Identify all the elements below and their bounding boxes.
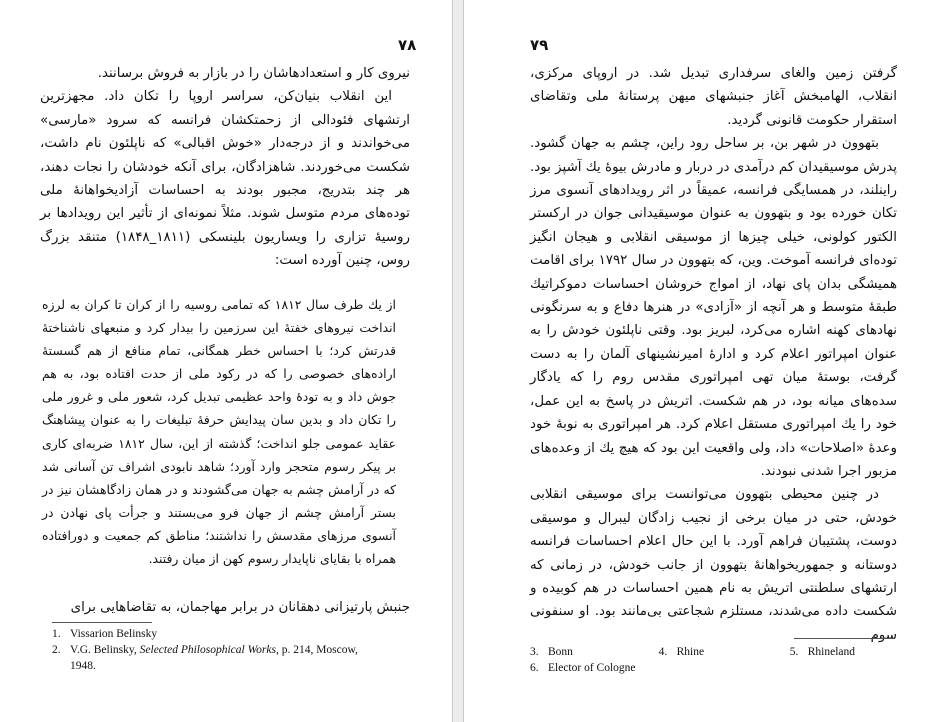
right-page	[464, 0, 928, 722]
paragraph: جنبش پارتیزانی دهقانان در برابر مهاجمان، به تقاضاهایی برای	[70, 600, 410, 615]
page-number: ۷۸	[398, 36, 417, 54]
footnote: 6. Elector of Cologne	[530, 662, 636, 674]
paragraph: بتهوون در شهر بن، بر ساحل رود راین، چشم به جهان گشود. پدرش موسیقیدان کم درآمدی در دربار و مادرش بیوهٔ یك آشپز بود. راینلند، در همسایگی فرانسه، عمیقاً در اثر رویدادهای آنسوی مرز تکان خورده بود و بتهوون به عنوان موسیقیدانی جوان در ارکستر الکتور کولونی، خیلی چیزها از موسیقی انقلابی و هیجان انگیز توده‌ای فرانسه آموخت. وین، که بتهوون در سال ۱۷۹۲ برای اقامت همیشگی بدان پای نهاد، از امواج خروشان احساسات دموکراتیك طبقهٔ متوسط و هر آنچه از «آزادی» در هنرها دفاع و به سرنگونی نهادهای کهنه اشاره می‌کرد، لبریز بود. وقتی ناپلئون خودش را به عنوان امپراتور اعلام کرد و ادارهٔ امیرنشینهای آلمان را به دست گرفت، بوستهٔ میان تهی امپراتوری مقدس روم را که یادگار سده‌های میانه بود، در هم شکست. اتریش در پاسخ به این عمل، خود را یك امپراتوری مستقل اعلام کرد. هر امپراتوری به نوبهٔ خود وعدهٔ «اصلاحات» داد، ولی واقعیت این بود که هیچ یك از وعده‌های مزبور اجرا شدنی نبودند.	[530, 136, 897, 479]
quote-text: از یك طرف سال ۱۸۱۲ که تمامی روسیه را از کران تا کران به لرزه انداخت نیروهای خفتهٔ این سرزمین را بیدار کرد و منبعهای ناشناختهٔ قدرتش کرد؛ با احساس خطر همگانی، تمام منافع از هم گسستهٔ اراده‌های خصوصی را که در رکود ملی از حدت افتاده بود، به هم جوش داد و به تودهٔ واحد عظیمی تبدیل کرد، شعور ملی و غرور ملی را تکان داد و بدین سان پیدایش حرفهٔ تبلیغات را به عنوان پیشاهنگ عقاید عمومی جلو انداخت؛ گذشته از این، سال ۱۸۱۲ ضربه‌ای کاری بر پیکر رسوم متحجر وارد آورد؛ شاهد نابودی اشراف تن آسانی شد که در آرامش چشم به جهان می‌گشودند و در همان زادگاهشان نیز در بستر آرامش چشم از جهان فرو می‌بستند و جرأت پای نهادن در آنسوی مرزهای مقدسش را نداشتند؛ مناطق کم جمعیت و دورافتاده همراه با بقایای ناپایدار رسوم کهن از میان رفتند.	[42, 297, 396, 567]
footnote: 1. Vissarion Belinsky	[52, 628, 158, 640]
book-gutter	[452, 0, 464, 722]
footnotes	[530, 644, 897, 676]
page-number: ۷۹	[530, 36, 549, 54]
paragraph: این انقلاب بنیان‌کن، سراسر اروپا را تکان داد. مجهزترین ارتشهای فئودالی از زحمتکشان فرانسه که سرود «مارسی» می‌خواندند و از درجه‌دار «خوش اقبالی» که ناپلئون نام داشت، شکست می‌خوردند. شاهزادگان، برای آنکه خودشان را نجات دهند، هر چند بتدریج، مجبور بودند به احساسات آزادیخواهانهٔ ملی توده‌های مردم متوسل شوند. مثلاً نمونه‌ای از تأثیر این رویدادها بر روسیهٔ تزاری را ویساریون بلینسکی (۱۸۱۱_۱۸۴۸) متنقد بزرگ روس، چنین آورده است:	[40, 89, 410, 269]
block-quote	[42, 293, 396, 570]
paragraph: گرفتن زمین والغای سرفداری تبدیل شد. در اروپای مرکزی، انقلاب، الهامبخش آغاز جنبشهای میهن پرستانهٔ ملی وتقاضای استقرار حکومت قانونی گردید.	[530, 66, 897, 128]
main-text	[530, 62, 897, 647]
intro-text	[40, 62, 410, 273]
left-page	[0, 0, 452, 722]
closing-text	[40, 596, 410, 619]
paragraph: نیروی کار و استعدادهاشان را در بازار به فروش برسانند.	[97, 66, 410, 81]
footnote: 3. Bonn	[530, 646, 573, 658]
footnote: 5. Rhineland	[789, 646, 855, 658]
footnotes	[52, 626, 412, 674]
footnote-rule	[52, 622, 152, 623]
footnote: 4. Rhine	[658, 646, 705, 658]
footnote: 2. V.G. Belinsky, Selected Philosophical Works, p. 214, Moscow, 1948.	[52, 644, 358, 672]
paragraph: در چنین محیطی بتهوون می‌توانست برای موسیقی انقلابی خودش، حتی در میان برخی از نجیب زادگان لیبرال و موسیقی دوست، پشتیبان فراهم آورد. با این حال اعلام احساسات فرانسه دوستانه و جمهوریخواهانهٔ بتهوون از جانب خودش، در زمانی که ارتشهای سلطنتی اتریش به نام همین احساسات در هم کوبیده و شکست داده می‌شدند، مستلزم شجاعتی بی‌مانند بود. او سنفونی سوم	[530, 487, 897, 643]
footnote-rule	[794, 638, 894, 639]
footnote-row	[530, 644, 855, 660]
